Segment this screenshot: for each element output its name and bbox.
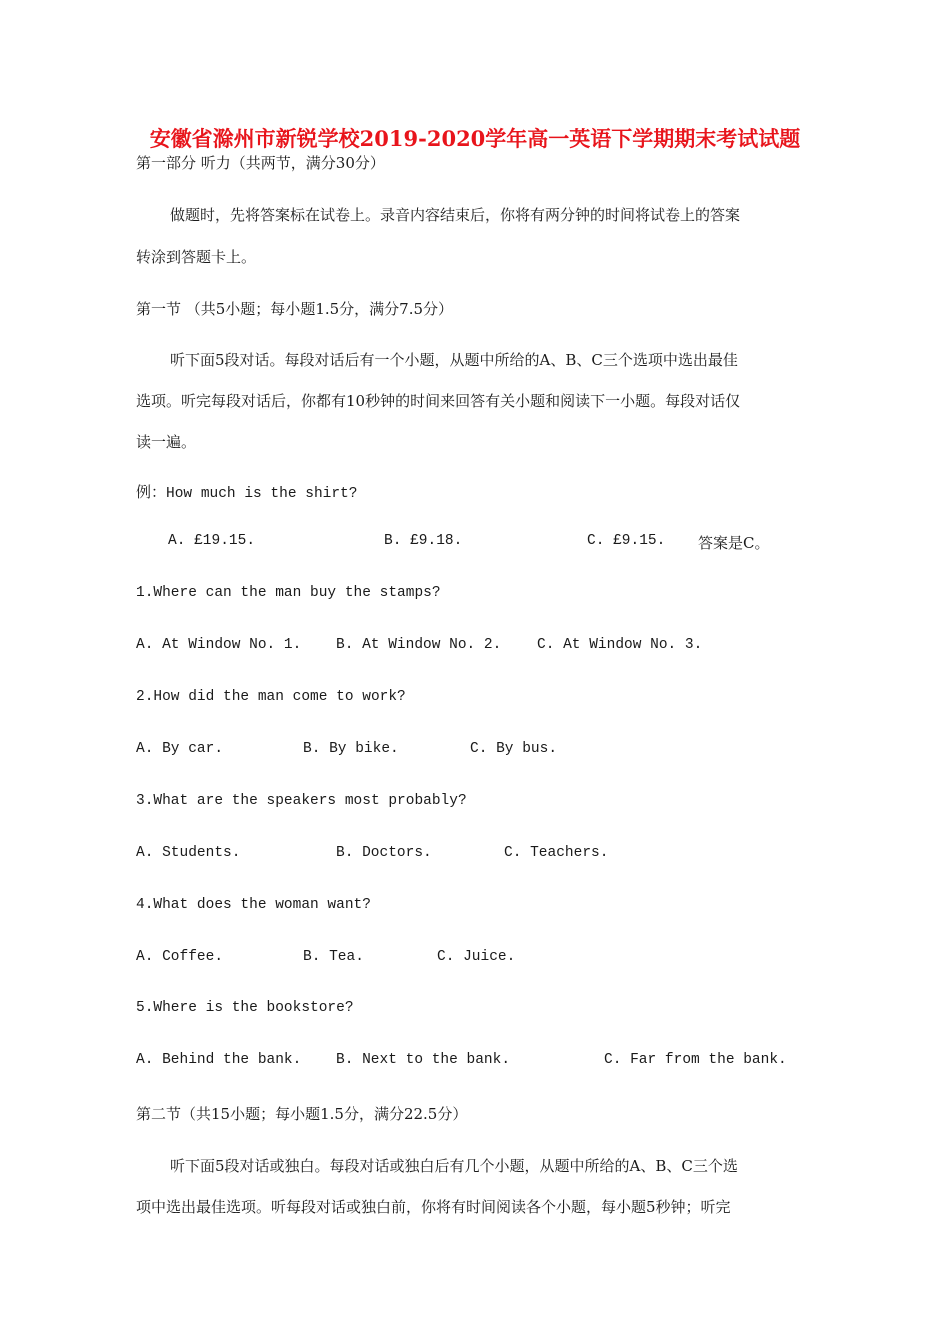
question-5-option-b: B. Next to the bank. <box>336 1052 511 1068</box>
question-3: 3.What are the speakers most probably? <box>136 793 467 809</box>
question-1: 1.Where can the man buy the stamps? <box>136 585 441 601</box>
example-question-text: How much is the shirt? <box>166 486 358 502</box>
question-5-option-a: A. Behind the bank. <box>136 1052 302 1068</box>
section1-directions-line-1: 听下面5段对话。每段对话后有一个小题，从题中所给的A、B、C三个选项中选出最佳 <box>170 351 738 369</box>
question-2-option-b: B. By bike. <box>303 741 399 757</box>
question-4-option-a: A. Coffee. <box>136 949 224 965</box>
question-3-option-a: A. Students. <box>136 845 241 861</box>
question-3-option-c: C. Teachers. <box>504 845 609 861</box>
section1-directions-line-3: 读一遍。 <box>136 433 197 451</box>
section2-heading: 第二节（共15小题；每小题1.5分，满分22.5分） <box>136 1105 468 1123</box>
example-option-c: C. £9.15. <box>587 533 666 549</box>
exam-title: 安徽省滁州市新锐学校2019-2020学年高一英语下学期期末考试试题 <box>149 126 801 151</box>
question-5: 5.Where is the bookstore? <box>136 1000 354 1016</box>
question-3-option-b: B. Doctors. <box>336 845 432 861</box>
question-1-option-c: C. At Window No. 3. <box>537 637 703 653</box>
section1-directions-line-2: 选项。听完每段对话后，你都有10秒钟的时间来回答有关小题和阅读下一小题。每段对话仅 <box>136 392 741 410</box>
question-4-option-c: C. Juice. <box>437 949 516 965</box>
question-4-option-b: B. Tea. <box>303 949 364 965</box>
question-2-option-a: A. By car. <box>136 741 224 757</box>
instructions-line-2: 转涂到答题卡上。 <box>136 248 257 266</box>
question-4: 4.What does the woman want? <box>136 897 371 913</box>
example-option-b: B. £9.18. <box>384 533 463 549</box>
question-1-option-a: A. At Window No. 1. <box>136 637 302 653</box>
question-5-option-c: C. Far from the bank. <box>604 1052 787 1068</box>
example-answer: 答案是C。 <box>698 534 770 552</box>
section2-directions-line-2: 项中选出最佳选项。听每段对话或独白前，你将有时间阅读各个小题，每小题5秒钟；听完 <box>136 1198 731 1216</box>
example-question <box>136 481 357 502</box>
question-2: 2.How did the man come to work? <box>136 689 406 705</box>
example-prefix: 例： <box>136 483 167 501</box>
question-2-option-c: C. By bus. <box>470 741 558 757</box>
example-option-a: A. £19.15. <box>168 533 256 549</box>
section1-heading: 第一节 （共5小题；每小题1.5分，满分7.5分） <box>136 300 454 318</box>
section2-directions-line-1: 听下面5段对话或独白。每段对话或独白后有几个小题，从题中所给的A、B、C三个选 <box>170 1157 738 1175</box>
part1-heading: 第一部分 听力（共两节，满分30分） <box>136 154 385 172</box>
question-1-option-b: B. At Window No. 2. <box>336 637 502 653</box>
instructions-line-1: 做题时，先将答案标在试卷上。录音内容结束后，你将有两分钟的时间将试卷上的答案 <box>170 206 741 224</box>
